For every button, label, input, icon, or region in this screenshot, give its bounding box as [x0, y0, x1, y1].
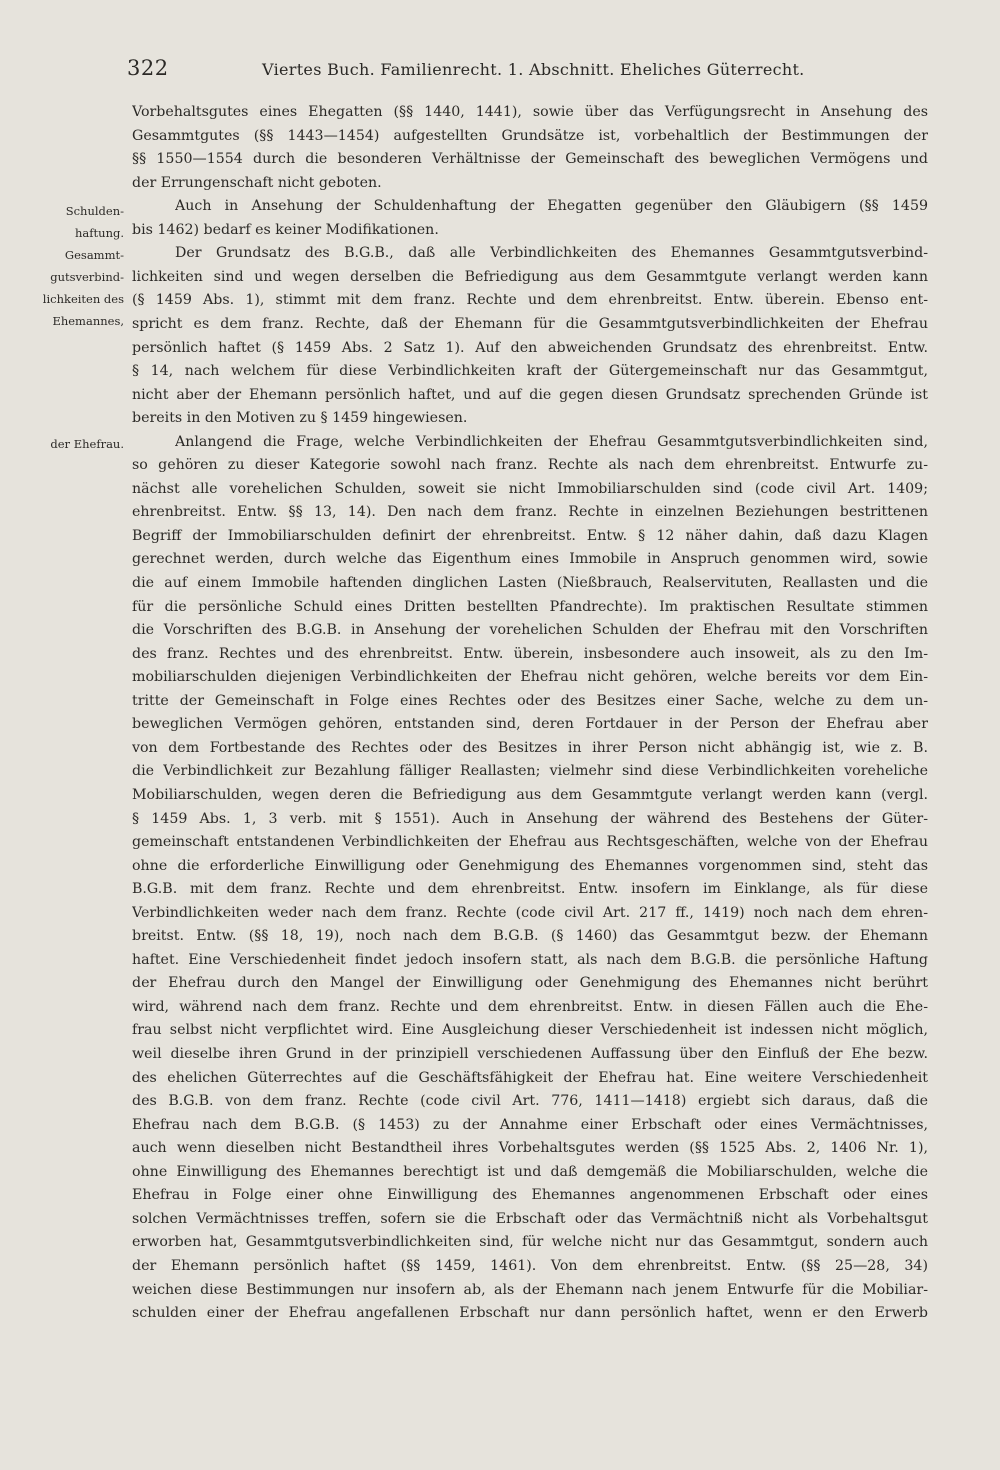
- text-line: Ehefrau nach dem B.G.B. (§ 1453) zu der Annahme einer Erbschaft oder eines Vermächtnisses,: [132, 1116, 928, 1133]
- text-line: persönlich haftet (§ 1459 Abs. 2 Satz 1). Auf den abweichenden Grundsatz des ehrenbreitst. Entw.: [132, 339, 928, 356]
- text-line: mobiliarschulden diejenigen Verbindlichkeiten der Ehefrau nicht gehören, welche bereits vor dem Ein-: [132, 669, 928, 686]
- text-line: gemeinschaft entstandenen Verbindlichkeiten der Ehefrau aus Rechtsgeschäften, welche von der Ehefrau: [132, 834, 928, 851]
- text-line: lichkeiten sind und wegen derselben die Befriedigung aus dem Gesammtgute verlangt werden kann: [132, 268, 928, 285]
- margin-note-line: lichkeiten des: [42, 292, 124, 306]
- text-line: Ehefrau in Folge einer ohne Einwilligung des Ehemannes angenommenen Erbschaft oder eines: [132, 1187, 928, 1204]
- text-line: § 1459 Abs. 1, 3 verb. mit § 1551). Auch in Ansehung der während des Bestehens der Güter-: [132, 810, 928, 827]
- text-line: Begriff der Immobiliarschulden definirt der ehrenbreitst. Entw. § 12 näher dahin, daß dazu Klagen: [132, 527, 928, 544]
- text-line: der Errungenschaft nicht geboten.: [132, 174, 382, 191]
- text-line: die Vorschriften des B.G.B. in Ansehung der vorehelichen Schulden der Ehefrau mit den Vorschriften: [132, 622, 928, 639]
- margin-note-line: haftung.: [75, 226, 124, 240]
- text-line: ohne Einwilligung des Ehemannes berechtigt ist und daß demgemäß die Mobiliarschulden, welche die: [132, 1163, 928, 1180]
- text-line: der Ehefrau durch den Mangel der Einwilligung oder Genehmigung des Ehemannes nicht berührt: [132, 975, 928, 992]
- text-line: auch wenn dieselben nicht Bestandtheil ihres Vorbehaltsgutes werden (§§ 1525 Abs. 2, 1406 Nr. 1),: [132, 1140, 928, 1157]
- margin-note-line: Schulden-: [65, 204, 124, 218]
- text-line: Auch in Ansehung der Schuldenhaftung der Ehegatten gegenüber den Gläubigern (§§ 1459: [175, 198, 928, 215]
- margin-note-line: Gesammt-: [64, 248, 124, 262]
- text-line: Mobiliarschulden, wegen deren die Befriedigung aus dem Gesammtgute verlangt werden kann (vergl.: [132, 786, 928, 803]
- text-line: Anlangend die Frage, welche Verbindlichkeiten der Ehefrau Gesammtgutsverbindlichkeiten sind,: [175, 433, 928, 450]
- text-line: von dem Fortbestande des Rechtes oder des Besitzes in ihrer Person nicht abhängig ist, wie z. B.: [132, 739, 928, 756]
- text-line: für die persönliche Schuld eines Dritten bestellten Pfandrechte). Im praktischen Resultate stimmen: [132, 598, 928, 615]
- text-line: weil dieselbe ihren Grund in der prinzipiell verschiedenen Auffassung über den Einfluß der Ehe bezw.: [132, 1046, 928, 1062]
- text-line: gerechnet werden, durch welche das Eigenthum eines Immobile in Anspruch genommen wird, sowie: [132, 551, 928, 568]
- text-line: bereits in den Motiven zu § 1459 hingewiesen.: [132, 410, 468, 427]
- text-line: (§ 1459 Abs. 1), stimmt mit dem franz. Rechte und dem ehrenbreitst. Entw. überein. Ebenso ent-: [132, 292, 928, 309]
- text-line: des B.G.B. von dem franz. Rechte (code civil Art. 776, 1411—1418) ergiebt sich daraus, daß die: [132, 1093, 928, 1110]
- text-line: Vorbehaltsgutes eines Ehegatten (§§ 1440, 1441), sowie über das Verfügungsrecht in Ansehung des: [132, 104, 928, 120]
- text-line: des franz. Rechtes und des ehrenbreitst. Entw. überein, insbesondere auch insoweit, als zu den Im-: [132, 645, 928, 662]
- text-line: weichen diese Bestimmungen nur insofern ab, als der Ehemann nach jenem Entwurfe für die Mobiliar-: [132, 1281, 928, 1298]
- text-line: so gehören zu dieser Kategorie sowohl nach franz. Rechte als nach dem ehrenbreitst. Entwurfe zu-: [132, 457, 928, 474]
- margin-note-wife: [12, 433, 124, 455]
- text-line: Gesammtgutes (§§ 1443—1454) aufgestellten Grundsätze ist, vorbehaltlich der Bestimmungen der: [132, 127, 928, 144]
- text-line: breitst. Entw. (§§ 18, 19), noch nach dem B.G.B. (§ 1460) das Gesammtgut bezw. der Ehemann: [132, 928, 928, 945]
- text-line: die Verbindlichkeit zur Bezahlung fälliger Reallasten; vielmehr sind diese Verbindlichkeiten voreheliche: [132, 763, 928, 780]
- running-head: Viertes Buch. Familienrecht. 1. Abschnitt. Eheliches Güterrecht.: [262, 60, 805, 79]
- text-line: haftet. Eine Verschiedenheit findet jedoch insofern statt, als nach dem B.G.B. die persönliche Haftung: [132, 951, 928, 968]
- margin-note-line: der Ehefrau.: [50, 437, 124, 451]
- text-line: die auf einem Immobile haftenden dinglichen Lasten (Nießbrauch, Realservituten, Reallasten und die: [132, 575, 928, 591]
- page-number: 322: [127, 56, 169, 80]
- text-line: Der Grundsatz des B.G.B., daß alle Verbindlichkeiten des Ehemannes Gesammtgutsverbind-: [175, 245, 928, 262]
- margin-note-line: gutsverbind-: [50, 270, 124, 284]
- margin-note-liabilities: [12, 200, 124, 332]
- text-line: § 14, nach welchem für diese Verbindlichkeiten kraft der Gütergemeinschaft nur das Gesammtgut,: [132, 363, 928, 380]
- text-line: des ehelichen Güterrechtes auf die Geschäftsfähigkeit der Ehefrau hat. Eine weitere Verschiedenheit: [132, 1069, 928, 1086]
- text-line: nächst alle vorehelichen Schulden, soweit sie nicht Immobiliarschulden sind (code civil Art. 1409;: [132, 480, 928, 497]
- text-line: spricht es dem franz. Rechte, daß der Ehemann für die Gesammtgutsverbindlichkeiten der Ehefrau: [132, 315, 928, 332]
- text-line: nicht aber der Ehemann persönlich haftet, und auf die gegen diesen Grundsatz sprechenden Gründe ist: [132, 386, 928, 403]
- text-line: B.G.B. mit dem franz. Rechte und dem ehrenbreitst. Entw. insofern im Einklange, als für diese: [132, 881, 928, 898]
- text-line: bis 1462) bedarf es keiner Modifikationen.: [132, 221, 439, 238]
- text-line: Verbindlichkeiten weder nach dem franz. Rechte (code civil Art. 217 ff., 1419) noch nach dem ehren-: [132, 904, 928, 921]
- margin-note-line: Ehemannes,: [52, 314, 124, 328]
- text-line: der Ehemann persönlich haftet (§§ 1459, 1461). Von dem ehrenbreitst. Entw. (§§ 25—28, 34): [132, 1257, 928, 1274]
- text-line: frau selbst nicht verpflichtet wird. Eine Ausgleichung dieser Verschiedenheit ist indessen nicht möglich,: [132, 1022, 928, 1039]
- text-line: schulden einer der Ehefrau angefallenen Erbschaft nur dann persönlich haftet, wenn er den Erwerb: [132, 1305, 928, 1322]
- text-line: beweglichen Vermögen gehören, entstanden sind, deren Fortdauer in der Person der Ehefrau aber: [132, 716, 928, 733]
- text-line: ehrenbreitst. Entw. §§ 13, 14). Den nach dem franz. Rechte in einzelnen Beziehungen bestrittenen: [132, 504, 928, 521]
- text-line: ohne die erforderliche Einwilligung oder Genehmigung des Ehemannes vorgenommen sind, steht das: [132, 857, 928, 874]
- text-line: wird, während nach dem franz. Rechte und dem ehrenbreitst. Entw. in diesen Fällen auch die Ehe-: [132, 998, 928, 1015]
- text-line: solchen Vermächtnisses treffen, sofern sie die Erbschaft oder das Vermächtniß nicht als Vorbehaltsgut: [132, 1210, 928, 1227]
- text-line: tritte der Gemeinschaft in Folge eines Rechtes oder des Besitzes einer Sache, welche zu dem un-: [132, 692, 928, 709]
- text-line: erworben hat, Gesammtgutsverbindlichkeiten sind, für welche nicht nur das Gesammtgut, sondern auch: [132, 1234, 928, 1251]
- text-line: §§ 1550—1554 durch die besonderen Verhältnisse der Gemeinschaft des beweglichen Vermögens und: [132, 151, 928, 168]
